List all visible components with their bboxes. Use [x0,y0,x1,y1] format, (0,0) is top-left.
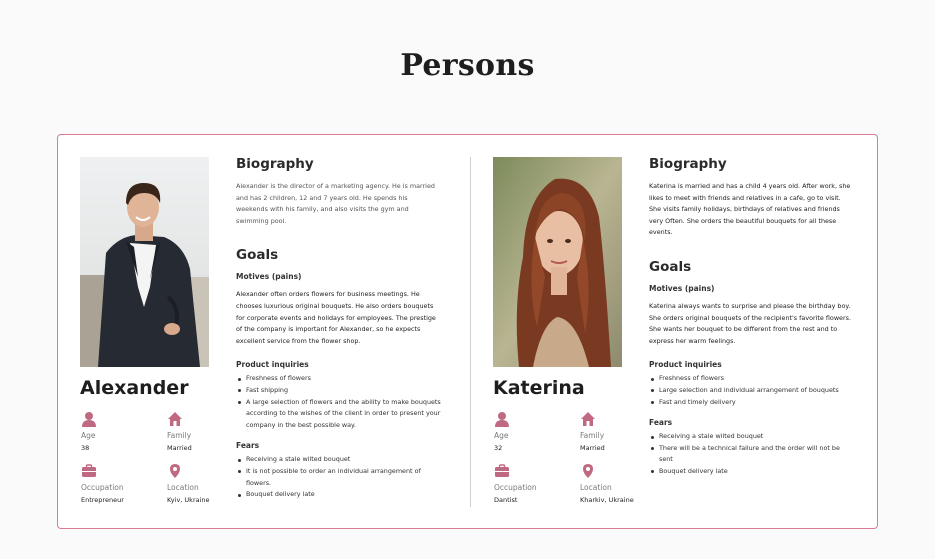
list-item: Receiving a stale wilted bouquet [649,431,854,443]
age-value: 32 [494,444,503,452]
list-item: There will be a technical failure and the order will not be sent [649,443,854,466]
briefcase-icon [81,463,97,479]
persona-details [236,156,441,511]
family-fact [580,411,660,452]
list-item: It is not possible to order an individual arrangement of flowers. [236,466,441,489]
list-item: Bouquet delivery late [649,466,854,478]
user-icon [81,411,97,427]
location-label: Location [580,483,612,492]
inquiries-list [236,373,441,431]
list-item: Large selection and individual arrangement of bouquets [649,385,854,397]
location-fact [167,463,247,504]
occupation-label: Occupation [81,483,124,492]
inquiries-heading: Product inquiries [236,360,309,370]
fears-list [649,431,854,477]
list-item: Fast and timely delivery [649,397,854,409]
persona-katerina [471,135,879,530]
persona-photo [493,157,622,367]
occupation-label: Occupation [494,483,537,492]
age-fact [81,411,161,452]
motives-text: Alexander often orders flowers for business meetings. He chooses luxurious original bouquets. He also orders bouquets for corporate events and holidays for employees. The prestige of the company is important for Alexander, so he expects excellent service from the flower shop. [236,290,436,345]
motives-heading: Motives (pains) [236,272,302,282]
list-item: Bouquet delivery late [236,489,441,501]
fears-heading: Fears [236,441,260,451]
list-item: Freshness of flowers [649,373,854,385]
motives-text: Katerina always wants to surprise and please the birthday boy. She orders original bouquets of the recipient's favorite flowers. She wants her bouquet to be different from the rest and to express her warm feelings. [649,301,851,345]
personas-card [57,134,878,529]
location-label: Location [167,483,199,492]
persona-details [649,156,854,488]
goals-heading: Goals [236,247,279,264]
occupation-fact [494,463,574,504]
persona-name: Katerina [493,377,585,399]
location-fact [580,463,660,504]
persona-alexander [58,135,470,530]
list-item: Receiving a stale wilted bouquet [236,454,441,466]
family-label: Family [580,431,605,440]
family-value: Married [580,444,605,452]
family-fact [167,411,247,452]
age-label: Age [81,431,96,440]
biography-text: Katerina is married and has a child 4 years old. After work, she likes to meet with friends and relatives in a cafe, go to visit. She visits family holidays, birthdays of relatives and friends very Often. She orders the beautiful bouquets for all these events. [649,182,851,237]
occupation-value: Dantist [494,496,518,504]
list-item: Freshness of flowers [236,373,441,385]
persona-name: Alexander [80,377,189,399]
user-icon [494,411,510,427]
biography-text: Alexander is the director of a marketing agency. He is married and has 2 children, 12 and 7 years old. He spends his weekends with his family, and also visits the gym and swimming pool. [236,182,435,225]
biography-heading: Biography [649,156,727,172]
age-value: 38 [81,444,90,452]
list-item: Fast shipping [236,385,441,397]
age-label: Age [494,431,509,440]
list-item: A large selection of flowers and the ability to make bouquets according to the wishes of the client in order to present your company in the best possible way. [236,397,441,432]
location-pin-icon [580,463,596,479]
fears-list [236,454,441,500]
page-title: Persons [400,48,535,83]
age-fact [494,411,574,452]
inquiries-list [649,373,854,408]
occupation-value: Entrepreneur [81,496,124,504]
location-value: Kharkiv, Ukraine [580,496,634,504]
biography-heading: Biography [236,156,314,172]
family-label: Family [167,431,192,440]
home-icon [580,411,596,427]
motives-heading: Motives (pains) [649,283,715,293]
fears-heading: Fears [649,418,673,428]
persona-photo [80,157,209,367]
location-pin-icon [167,463,183,479]
inquiries-heading: Product inquiries [649,360,722,370]
briefcase-icon [494,463,510,479]
occupation-fact [81,463,161,504]
goals-heading: Goals [649,258,692,275]
family-value: Married [167,444,192,452]
home-icon [167,411,183,427]
location-value: Kyiv, Ukraine [167,496,210,504]
